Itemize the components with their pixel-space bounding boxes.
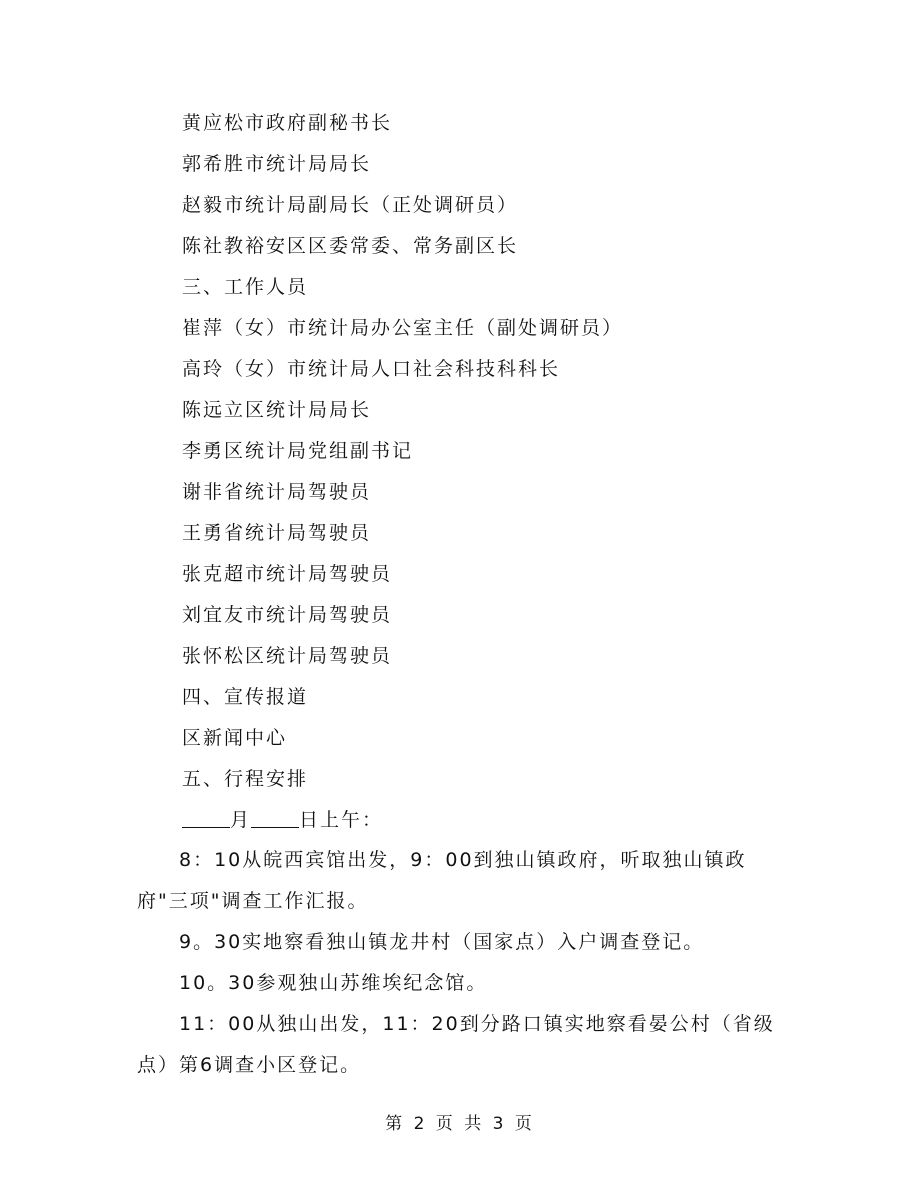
schedule-date bbox=[182, 808, 383, 832]
day-blank bbox=[251, 809, 299, 828]
month-blank bbox=[182, 809, 230, 828]
list-item: 陈远立区统计局局长 bbox=[182, 399, 372, 421]
date-rest-label: 日上午： bbox=[299, 809, 384, 831]
list-item: 黄应松市政府副秘书长 bbox=[182, 112, 393, 134]
list-item: 王勇省统计局驾驶员 bbox=[182, 522, 372, 544]
section-heading: 五、行程安排 bbox=[182, 768, 309, 790]
list-item: 张怀松区统计局驾驶员 bbox=[182, 645, 393, 667]
list-item: 区新闻中心 bbox=[182, 727, 288, 749]
page-number: 第 2 页 共 3 页 bbox=[385, 1114, 535, 1134]
date-month-label: 月 bbox=[230, 809, 252, 831]
list-item: 陈社教裕安区区委常委、常务副区长 bbox=[182, 235, 519, 257]
list-item: 张克超市统计局驾驶员 bbox=[182, 563, 393, 585]
list-item: 刘宜友市统计局驾驶员 bbox=[182, 604, 393, 626]
list-item: 郭希胜市统计局局长 bbox=[182, 153, 372, 175]
list-item: 赵毅市统计局副局长（正处调研员） bbox=[182, 194, 519, 216]
list-item: 崔萍（女）市统计局办公室主任（副处调研员） bbox=[182, 317, 624, 339]
section-heading: 四、宣传报道 bbox=[182, 686, 309, 708]
schedule-item: 9。30实地察看独山镇龙井村（国家点）入户调查登记。 bbox=[179, 931, 705, 953]
schedule-item: 10。30参观独山苏维埃纪念馆。 bbox=[179, 972, 488, 994]
section-heading: 三、工作人员 bbox=[182, 276, 309, 298]
list-item: 李勇区统计局党组副书记 bbox=[182, 440, 414, 462]
list-item: 谢非省统计局驾驶员 bbox=[182, 481, 372, 503]
schedule-item: 8：10从皖西宾馆出发，9：00到独山镇政府，听取独山镇政府"三项"调查工作汇报。 bbox=[137, 849, 747, 912]
schedule-item: 11：00从独山出发，11：20到分路口镇实地察看晏公村（省级点）第6调查小区登记。 bbox=[137, 1013, 775, 1076]
list-item: 高玲（女）市统计局人口社会科技科科长 bbox=[182, 358, 561, 380]
